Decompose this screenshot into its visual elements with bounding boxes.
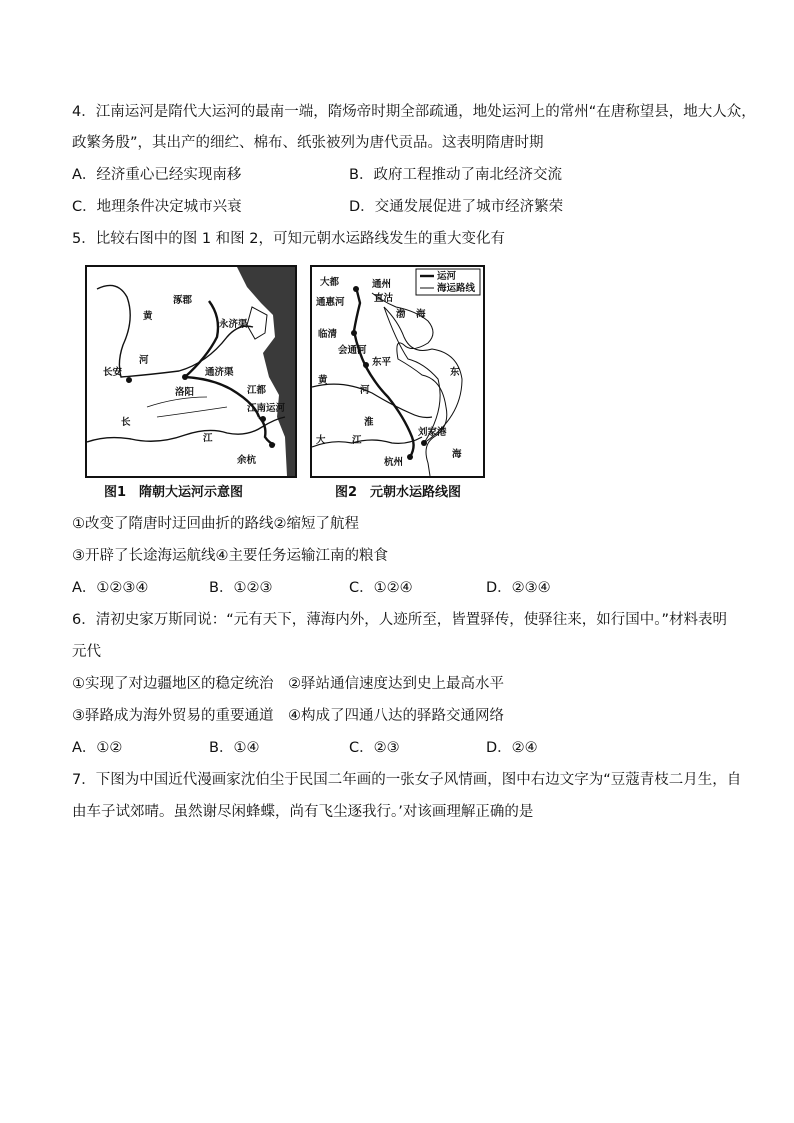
label-luoyang: 洛阳 <box>175 387 195 398</box>
q5-option-c: C．①②④ <box>349 580 413 596</box>
q5-statement-1: ①改变了隋唐时迂回曲折的路线②缩短了航程 <box>72 516 359 532</box>
map-sui-grand-canal-drawing <box>87 267 295 476</box>
label-da: 大 <box>316 435 326 446</box>
yangtze-river <box>312 437 422 447</box>
q5-option-a: A．①②③④ <box>72 580 149 596</box>
q4-option-b: B．政府工程推动了南北经济交流 <box>349 167 562 183</box>
city-jiangdu-dot <box>260 416 266 422</box>
tributary <box>157 407 227 417</box>
tributary <box>147 397 207 407</box>
label-linqing: 临清 <box>318 329 338 340</box>
city-luoyang-dot <box>182 374 188 380</box>
yongji-canal <box>185 301 218 377</box>
label-dadu: 大都 <box>320 277 340 288</box>
label-yongjiqu: 永济渠 <box>219 319 248 330</box>
label-tonghuihe: 通惠河 <box>316 297 345 308</box>
q7-stem-line2: 由车子试郊晴。虽然谢尽闲蜂蝶，尚有飞尘逐我行。’对该画理解正确的是 <box>72 804 534 820</box>
q6-statement-2: ③驿路成为海外贸易的重要通道 ④构成了四通八达的驿路交通网络 <box>72 708 504 724</box>
map1-caption: 图1 隋朝大运河示意图 <box>104 485 244 500</box>
label-jiangdu: 江都 <box>247 385 267 396</box>
q6-statement-1: ①实现了对边疆地区的稳定统治 ②驿站通信速度达到史上最高水平 <box>72 676 504 692</box>
q4-option-c: C．地理条件决定城市兴衰 <box>72 199 242 215</box>
label-huang: 黄 <box>143 311 153 322</box>
label-tongzhou: 通州 <box>372 279 392 290</box>
city-changan-dot <box>126 377 132 383</box>
label-huitonghe: 会通河 <box>338 345 367 356</box>
q5-stem: 5．比较右图中的图 1 和图 2，可知元朝水运路线发生的重大变化有 <box>72 231 506 247</box>
label-hangzhou: 杭州 <box>384 457 404 468</box>
label-huai: 淮 <box>364 417 374 428</box>
city-linqing-dot <box>351 330 357 336</box>
label-jiang: 江 <box>352 435 362 446</box>
map-yuan-water-transport-drawing <box>312 267 483 476</box>
label-tongjiqu: 通济渠 <box>205 367 234 378</box>
map2-caption: 图2 元朝水运路线图 <box>335 485 462 500</box>
q6-option-c: C．②③ <box>349 740 400 756</box>
q5-statement-2: ③开辟了长途海运航线④主要任务运输江南的粮食 <box>72 548 388 564</box>
label-chang: 长 <box>121 417 131 428</box>
q4-stem-line1: 4．江南运河是隋代大运河的最南一端，隋炀帝时期全部疏通，地处运河上的常州“在唐称望县，地大人众， <box>72 104 756 120</box>
label-changan: 长安 <box>103 367 123 378</box>
sea-area <box>237 267 295 476</box>
label-jiang: 江 <box>203 433 213 444</box>
label-he: 河 <box>360 385 370 396</box>
city-dongping-dot <box>363 362 369 368</box>
q6-stem-line1: 6．清初史家万斯同说：“元有天下，薄海内外，人迹所至，皆置驿传，使驿往来，如行国中。”材料表明 <box>72 612 727 628</box>
city-liujiagang-dot <box>421 440 427 446</box>
yellow-river <box>312 384 432 417</box>
q6-option-a: A．①② <box>72 740 123 756</box>
label-jiangnanyunhe: 江南运河 <box>247 403 286 414</box>
label-yuhang: 余杭 <box>237 455 257 466</box>
q4-stem-line2: 政繁务殷”，其出产的细纻、棉布、纸张被列为唐代贡品。这表明隋唐时期 <box>72 135 544 151</box>
q4-option-d: D．交通发展促进了城市经济繁荣 <box>349 199 564 215</box>
label-hai1: 海 <box>416 309 426 320</box>
label-bo: 渤 <box>396 309 406 320</box>
city-dadu-dot <box>353 286 359 292</box>
label-huang: 黄 <box>318 375 328 386</box>
q7-stem-line1: 7．下图为中国近代漫画家沈伯尘于民国二年画的一张女子风情画，图中右边文字为“豆蔻青枝二月生，自 <box>72 772 742 788</box>
label-zhigu: 直沽 <box>374 293 394 304</box>
q6-option-b: B．①④ <box>209 740 260 756</box>
map-sui-grand-canal <box>85 265 297 478</box>
q5-option-d: D．②③④ <box>486 580 551 596</box>
label-zhuojun: 涿郡 <box>173 295 193 306</box>
label-dong: 东 <box>450 367 460 378</box>
label-he: 河 <box>139 355 149 366</box>
q6-stem-line2: 元代 <box>72 644 101 660</box>
peninsula <box>247 307 267 339</box>
city-hangzhou-dot <box>407 454 413 460</box>
legend-canal: 运河 <box>437 271 457 282</box>
legend-sea: 海运路线 <box>437 283 476 294</box>
city-yuhang-dot <box>269 442 275 448</box>
q5-option-b: B．①②③ <box>209 580 273 596</box>
label-liujiagang: 刘家港 <box>418 427 447 438</box>
map-yuan-water-transport <box>310 265 485 478</box>
yangtze-river <box>87 417 285 442</box>
label-hai2: 海 <box>452 449 462 460</box>
coastline <box>372 293 447 476</box>
q4-option-a: A．经济重心已经实现南移 <box>72 167 242 183</box>
q6-option-d: D．②④ <box>486 740 538 756</box>
label-dongping: 东平 <box>372 357 392 368</box>
